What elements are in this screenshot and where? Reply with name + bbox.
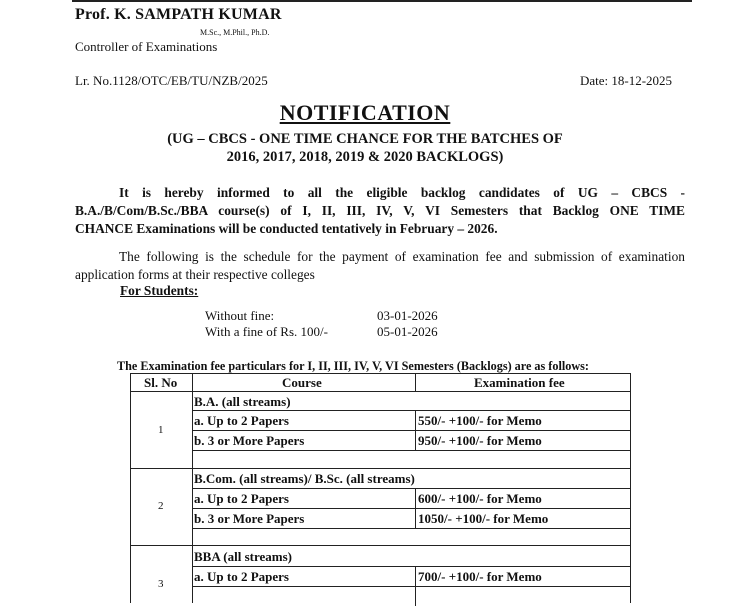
schedule-date-without-fine: 03-01-2026 bbox=[377, 308, 438, 323]
column-header-course: Course bbox=[282, 375, 322, 390]
group-3-fee-a: 700/- +100/- for Memo bbox=[418, 569, 542, 584]
subtitle-line-2: 2016, 2017, 2018, 2019 & 2020 BACKLOGS) bbox=[226, 149, 504, 165]
reference-number: Lr. No.1128/OTC/EB/TU/NZB/2025 bbox=[75, 73, 268, 88]
signatory-role: Controller of Examinations bbox=[75, 39, 218, 54]
group-1-papers-b: b. 3 or More Papers bbox=[194, 433, 305, 448]
signatory-qualifications: M.Sc., M.Phil., Ph.D. bbox=[200, 28, 270, 37]
for-students-heading: For Students: bbox=[120, 283, 199, 298]
intro-line-2: B.A./B/Com/B.Sc./BBA course(s) of I, II, III, IV, V, VI Semesters that Backlog ONE TIME bbox=[75, 203, 685, 218]
schedule-label-without-fine: Without fine: bbox=[205, 308, 275, 323]
column-header-exam-fee: Examination fee bbox=[474, 375, 565, 390]
group-2-papers-b: b. 3 or More Papers bbox=[194, 511, 305, 526]
group-2-fee-a: 600/- +100/- for Memo bbox=[418, 491, 542, 506]
group-3-sl-no: 3 bbox=[158, 578, 164, 590]
intro-line-1: It is hereby informed to all the eligible backlog candidates of UG – CBCS - bbox=[119, 185, 685, 200]
intro-paragraph bbox=[75, 184, 685, 238]
schedule-line-1: The following is the schedule for the payment of examination fee and submission of examination bbox=[119, 249, 685, 264]
group-3-course: BBA (all streams) bbox=[194, 549, 292, 564]
schedule-label-with-fine: With a fine of Rs. 100/- bbox=[205, 324, 328, 339]
subtitle-line-1: (UG – CBCS - ONE TIME CHANCE FOR THE BATCHES OF bbox=[167, 131, 563, 147]
column-header-sl-no: Sl. No bbox=[144, 375, 178, 390]
schedule-date-with-fine: 05-01-2026 bbox=[377, 324, 438, 339]
letterhead-rule bbox=[72, 0, 692, 2]
schedule-paragraph bbox=[75, 248, 685, 284]
group-1-papers-a: a. Up to 2 Papers bbox=[194, 413, 289, 428]
group-1-course: B.A. (all streams) bbox=[194, 394, 291, 409]
group-2-course: B.Com. (all streams)/ B.Sc. (all streams) bbox=[194, 471, 415, 486]
group-2-sl-no: 2 bbox=[158, 500, 164, 512]
schedule-line-2: application forms at their respective colleges bbox=[75, 267, 315, 282]
signatory-name: Prof. K. SAMPATH KUMAR bbox=[75, 6, 282, 23]
notice-date: Date: 18-12-2025 bbox=[580, 73, 673, 88]
group-1-fee-a: 550/- +100/- for Memo bbox=[418, 413, 542, 428]
group-2-papers-a: a. Up to 2 Papers bbox=[194, 491, 289, 506]
group-1-sl-no: 1 bbox=[158, 424, 164, 436]
group-3-papers-a: a. Up to 2 Papers bbox=[194, 569, 289, 584]
group-2-fee-b: 1050/- +100/- for Memo bbox=[418, 511, 549, 526]
group-1-fee-b: 950/- +100/- for Memo bbox=[418, 433, 542, 448]
intro-line-3: CHANCE Examinations will be conducted tentatively in February – 2026. bbox=[75, 221, 498, 236]
fee-table-caption: The Examination fee particulars for I, II, III, IV, V, VI Semesters (Backlogs) are as follows: bbox=[117, 359, 589, 373]
page-title: NOTIFICATION bbox=[279, 100, 451, 125]
